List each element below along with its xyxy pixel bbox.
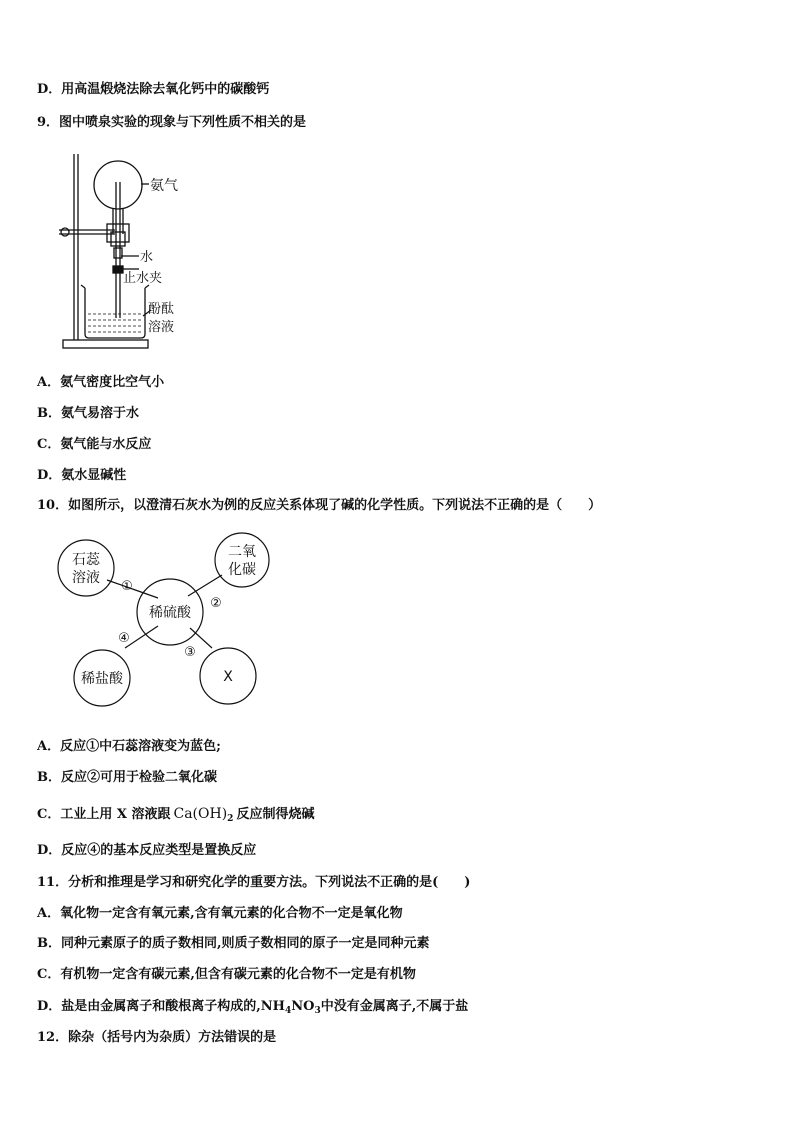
q11-option-d xyxy=(37,999,468,1019)
q10-option-c-formula: Ca(OH) xyxy=(173,806,228,822)
x-label: X xyxy=(223,669,233,685)
q9-option-b: B．氨气易溶于水 xyxy=(37,406,139,421)
q11-option-b: B．同种元素原子的质子数相同,则质子数相同的原子一定是同种元素 xyxy=(37,936,430,951)
label-solution: 溶液 xyxy=(148,320,175,335)
node-litmus xyxy=(58,540,114,596)
reaction-diagram xyxy=(50,530,270,710)
marker-1: ① xyxy=(121,579,133,594)
q11-option-d-suffix: 中没有金属离子,不属于盐 xyxy=(320,999,469,1014)
q11-option-a: A．氧化物一定含有氧元素,含有氧元素的化合物不一定是氧化物 xyxy=(37,906,403,921)
solution-liquid xyxy=(88,314,142,332)
q11-option-c: C．有机物一定含有碳元素,但含有碳元素的化合物不一定是有机物 xyxy=(37,967,416,982)
label-ammonia: 氨气 xyxy=(150,178,178,194)
litmus-label-2: 溶液 xyxy=(72,570,100,586)
q10-option-c-prefix: C．工业上用 X 溶液跟 xyxy=(37,807,171,822)
label-water: 水 xyxy=(140,250,154,265)
q10-option-c xyxy=(37,806,314,827)
q10-stem: 10．如图所示，以澄清石灰水为例的反应关系体现了碱的化学性质。下列说法不正确的是（ ） xyxy=(37,498,602,513)
fountain-apparatus-figure xyxy=(55,148,195,356)
q11-option-d-sub2: 3 xyxy=(314,1006,321,1016)
clamp-holder xyxy=(107,224,129,242)
q10-option-c-suffix: 反应制得烧碱 xyxy=(236,807,315,822)
q10-option-b: B．反应②可用于检验二氧化碳 xyxy=(37,770,217,785)
q8-option-d: D．用高温煅烧法除去氧化钙中的碳酸钙 xyxy=(37,82,270,97)
q10-option-d: D．反应④的基本反应类型是置换反应 xyxy=(37,843,257,858)
q12-stem: 12．除杂（括号内为杂质）方法错误的是 xyxy=(37,1030,277,1045)
q9-option-a: A．氨气密度比空气小 xyxy=(37,375,165,390)
q11-option-d-sub1: 4 xyxy=(284,1006,292,1016)
litmus-label-1: 石蕊 xyxy=(72,552,100,568)
stop-clamp xyxy=(113,266,123,273)
co2-label-1: 二氧 xyxy=(228,544,256,560)
co2-label-2: 化碳 xyxy=(228,562,256,578)
dropper-water xyxy=(114,248,122,258)
beaker xyxy=(85,288,145,338)
q10-option-a: A．反应①中石蕊溶液变为蓝色; xyxy=(37,739,221,754)
stand-base xyxy=(63,340,148,348)
hcl-label: 稀盐酸 xyxy=(81,671,123,687)
marker-2: ② xyxy=(210,596,222,611)
label-stop-clamp: 止水夹 xyxy=(123,271,163,286)
flask-bulb xyxy=(94,161,142,209)
q11-option-d-mid: NO xyxy=(291,999,315,1014)
q11-option-d-prefix: D．盐是由金属离子和酸根离子构成的,NH xyxy=(37,999,285,1014)
marker-3: ③ xyxy=(184,645,196,660)
center-label: 稀硫酸 xyxy=(149,605,191,621)
label-phenolphthalein: 酚酞 xyxy=(148,302,175,317)
q9-stem: 9．图中喷泉实验的现象与下列性质不相关的是 xyxy=(37,115,307,130)
q9-option-c: C．氨气能与水反应 xyxy=(37,437,152,452)
q11-stem: 11．分析和推理是学习和研究化学的重要方法。下列说法不正确的是( ) xyxy=(37,875,471,890)
q10-option-c-subscript: 2 xyxy=(227,814,234,824)
q9-option-d: D．氨水显碱性 xyxy=(37,468,127,483)
node-co2 xyxy=(215,533,269,587)
link-2 xyxy=(188,575,222,596)
marker-4: ④ xyxy=(118,631,130,646)
